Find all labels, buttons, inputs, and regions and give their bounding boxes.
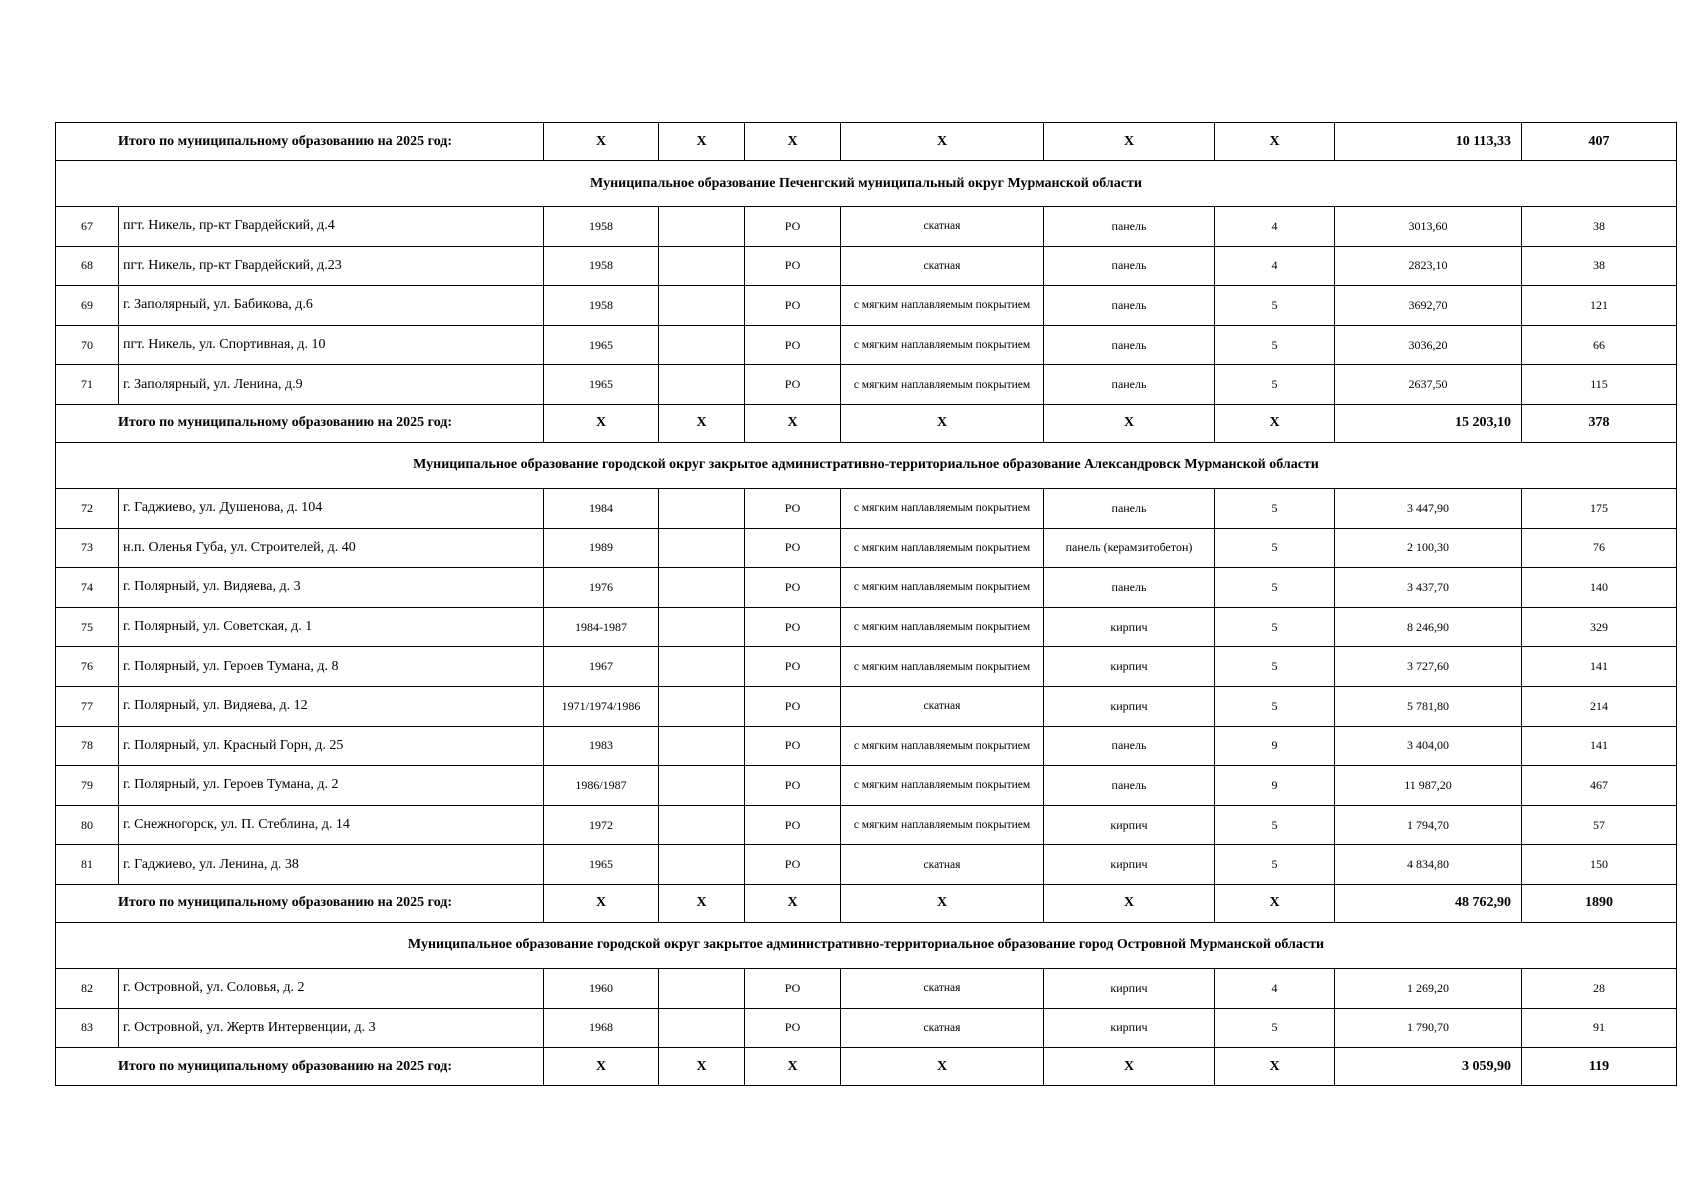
row-number-cell: 83 xyxy=(56,1008,119,1048)
total-row xyxy=(56,404,1677,442)
empty-cell xyxy=(659,207,745,247)
year-cell: 1958 xyxy=(544,207,659,247)
table-row xyxy=(56,607,1677,647)
area-cell: 3 437,70 xyxy=(1335,568,1522,608)
year-cell: 1989 xyxy=(544,528,659,568)
section-title: Муниципальное образование Печенгский муниципальный округ Мурманской области xyxy=(56,161,1677,207)
residents-cell: 141 xyxy=(1522,726,1677,766)
table-row xyxy=(56,528,1677,568)
x-mark-cell: X xyxy=(1215,123,1335,161)
year-cell: 1968 xyxy=(544,1008,659,1048)
floors-cell: 4 xyxy=(1215,207,1335,247)
residents-cell: 140 xyxy=(1522,568,1677,608)
year-cell: 1984-1987 xyxy=(544,607,659,647)
type-cell: РО xyxy=(745,286,841,326)
x-mark-cell: X xyxy=(544,884,659,922)
empty-cell xyxy=(659,286,745,326)
address-cell: пгт. Никель, пр-кт Гвардейский, д.23 xyxy=(119,246,544,286)
row-number-cell: 81 xyxy=(56,845,119,885)
x-mark-cell: X xyxy=(659,1048,745,1086)
walls-cell: панель xyxy=(1044,488,1215,528)
type-cell: РО xyxy=(745,246,841,286)
row-number-cell: 79 xyxy=(56,766,119,806)
residents-cell: 38 xyxy=(1522,246,1677,286)
roof-cell: с мягким наплавляемым покрытием xyxy=(841,805,1044,845)
walls-cell: панель xyxy=(1044,246,1215,286)
area-cell: 1 794,70 xyxy=(1335,805,1522,845)
floors-cell: 9 xyxy=(1215,726,1335,766)
walls-cell: кирпич xyxy=(1044,968,1215,1008)
area-cell: 2 100,30 xyxy=(1335,528,1522,568)
year-cell: 1965 xyxy=(544,365,659,405)
row-number-cell: 82 xyxy=(56,968,119,1008)
walls-cell: кирпич xyxy=(1044,845,1215,885)
address-cell: г. Островной, ул. Соловья, д. 2 xyxy=(119,968,544,1008)
x-mark-cell: X xyxy=(1044,123,1215,161)
year-cell: 1958 xyxy=(544,246,659,286)
roof-cell: с мягким наплавляемым покрытием xyxy=(841,607,1044,647)
floors-cell: 5 xyxy=(1215,647,1335,687)
type-cell: РО xyxy=(745,726,841,766)
year-cell: 1967 xyxy=(544,647,659,687)
section-header-row xyxy=(56,161,1677,207)
area-cell: 3036,20 xyxy=(1335,325,1522,365)
table-row xyxy=(56,1008,1677,1048)
table-row xyxy=(56,207,1677,247)
walls-cell: панель (керамзитобетон) xyxy=(1044,528,1215,568)
x-mark-cell: X xyxy=(745,404,841,442)
x-mark-cell: X xyxy=(745,1048,841,1086)
total-area-cell: 15 203,10 xyxy=(1335,404,1522,442)
walls-cell: кирпич xyxy=(1044,805,1215,845)
address-cell: г. Полярный, ул. Героев Тумана, д. 8 xyxy=(119,647,544,687)
roof-cell: с мягким наплавляемым покрытием xyxy=(841,528,1044,568)
walls-cell: панель xyxy=(1044,766,1215,806)
section-header-row xyxy=(56,442,1677,488)
area-cell: 3 727,60 xyxy=(1335,647,1522,687)
table-row xyxy=(56,968,1677,1008)
total-residents-cell: 119 xyxy=(1522,1048,1677,1086)
residents-cell: 121 xyxy=(1522,286,1677,326)
roof-cell: скатная xyxy=(841,845,1044,885)
table-row xyxy=(56,488,1677,528)
type-cell: РО xyxy=(745,766,841,806)
residents-cell: 91 xyxy=(1522,1008,1677,1048)
address-cell: г. Полярный, ул. Героев Тумана, д. 2 xyxy=(119,766,544,806)
x-mark-cell: X xyxy=(841,884,1044,922)
area-cell: 5 781,80 xyxy=(1335,686,1522,726)
table-row xyxy=(56,726,1677,766)
year-cell: 1965 xyxy=(544,325,659,365)
empty-cell xyxy=(659,845,745,885)
x-mark-cell: X xyxy=(659,123,745,161)
x-mark-cell: X xyxy=(544,123,659,161)
area-cell: 2823,10 xyxy=(1335,246,1522,286)
empty-cell xyxy=(659,568,745,608)
x-mark-cell: X xyxy=(1215,1048,1335,1086)
walls-cell: кирпич xyxy=(1044,647,1215,687)
row-number-cell: 72 xyxy=(56,488,119,528)
empty-cell xyxy=(659,968,745,1008)
residents-cell: 66 xyxy=(1522,325,1677,365)
total-area-cell: 3 059,90 xyxy=(1335,1048,1522,1086)
total-area-cell: 10 113,33 xyxy=(1335,123,1522,161)
area-cell: 1 790,70 xyxy=(1335,1008,1522,1048)
type-cell: РО xyxy=(745,647,841,687)
roof-cell: с мягким наплавляемым покрытием xyxy=(841,766,1044,806)
roof-cell: скатная xyxy=(841,246,1044,286)
floors-cell: 5 xyxy=(1215,1008,1335,1048)
table-row xyxy=(56,805,1677,845)
roof-cell: с мягким наплавляемым покрытием xyxy=(841,488,1044,528)
table-row xyxy=(56,325,1677,365)
address-cell: г. Снежногорск, ул. П. Стеблина, д. 14 xyxy=(119,805,544,845)
total-row xyxy=(56,884,1677,922)
year-cell: 1958 xyxy=(544,286,659,326)
section-title: Муниципальное образование городской округ закрытое административно-территориальное образование город Островной Мурманской области xyxy=(56,922,1677,968)
row-number-cell: 71 xyxy=(56,365,119,405)
x-mark-cell: X xyxy=(1215,884,1335,922)
roof-cell: с мягким наплавляемым покрытием xyxy=(841,365,1044,405)
table-row xyxy=(56,246,1677,286)
type-cell: РО xyxy=(745,686,841,726)
roof-cell: с мягким наплавляемым покрытием xyxy=(841,286,1044,326)
empty-cell xyxy=(659,766,745,806)
section-title: Муниципальное образование городской округ закрытое административно-территориальное образование Александровск Мурманской области xyxy=(56,442,1677,488)
year-cell: 1972 xyxy=(544,805,659,845)
x-mark-cell: X xyxy=(544,1048,659,1086)
floors-cell: 5 xyxy=(1215,488,1335,528)
x-mark-cell: X xyxy=(659,404,745,442)
x-mark-cell: X xyxy=(745,884,841,922)
address-cell: г. Гаджиево, ул. Душенова, д. 104 xyxy=(119,488,544,528)
row-number-cell: 73 xyxy=(56,528,119,568)
area-cell: 3692,70 xyxy=(1335,286,1522,326)
housing-register-table xyxy=(55,122,1677,1086)
floors-cell: 5 xyxy=(1215,325,1335,365)
x-mark-cell: X xyxy=(745,123,841,161)
empty-cell xyxy=(659,607,745,647)
type-cell: РО xyxy=(745,845,841,885)
roof-cell: скатная xyxy=(841,207,1044,247)
empty-cell xyxy=(659,365,745,405)
address-cell: г. Полярный, ул. Красный Горн, д. 25 xyxy=(119,726,544,766)
roof-cell: с мягким наплавляемым покрытием xyxy=(841,325,1044,365)
table-row xyxy=(56,286,1677,326)
walls-cell: панель xyxy=(1044,568,1215,608)
residents-cell: 57 xyxy=(1522,805,1677,845)
table-row xyxy=(56,766,1677,806)
walls-cell: кирпич xyxy=(1044,607,1215,647)
total-residents-cell: 378 xyxy=(1522,404,1677,442)
total-row xyxy=(56,1048,1677,1086)
area-cell: 2637,50 xyxy=(1335,365,1522,405)
year-cell: 1986/1987 xyxy=(544,766,659,806)
roof-cell: скатная xyxy=(841,1008,1044,1048)
empty-cell xyxy=(659,528,745,568)
x-mark-cell: X xyxy=(1044,1048,1215,1086)
empty-cell xyxy=(659,488,745,528)
empty-cell xyxy=(659,647,745,687)
floors-cell: 5 xyxy=(1215,365,1335,405)
row-number-cell: 76 xyxy=(56,647,119,687)
area-cell: 8 246,90 xyxy=(1335,607,1522,647)
x-mark-cell: X xyxy=(841,1048,1044,1086)
floors-cell: 4 xyxy=(1215,968,1335,1008)
year-cell: 1960 xyxy=(544,968,659,1008)
address-cell: пгт. Никель, пр-кт Гвардейский, д.4 xyxy=(119,207,544,247)
address-cell: г. Полярный, ул. Видяева, д. 3 xyxy=(119,568,544,608)
x-mark-cell: X xyxy=(1044,404,1215,442)
type-cell: РО xyxy=(745,207,841,247)
walls-cell: кирпич xyxy=(1044,686,1215,726)
total-label: Итого по муниципальному образованию на 2025 год: xyxy=(56,123,544,161)
empty-cell xyxy=(659,726,745,766)
floors-cell: 9 xyxy=(1215,766,1335,806)
x-mark-cell: X xyxy=(841,404,1044,442)
table-row xyxy=(56,568,1677,608)
empty-cell xyxy=(659,246,745,286)
address-cell: г. Полярный, ул. Советская, д. 1 xyxy=(119,607,544,647)
table-row xyxy=(56,845,1677,885)
type-cell: РО xyxy=(745,968,841,1008)
floors-cell: 5 xyxy=(1215,805,1335,845)
total-area-cell: 48 762,90 xyxy=(1335,884,1522,922)
year-cell: 1965 xyxy=(544,845,659,885)
area-cell: 3013,60 xyxy=(1335,207,1522,247)
residents-cell: 76 xyxy=(1522,528,1677,568)
residents-cell: 214 xyxy=(1522,686,1677,726)
area-cell: 4 834,80 xyxy=(1335,845,1522,885)
roof-cell: скатная xyxy=(841,968,1044,1008)
residents-cell: 150 xyxy=(1522,845,1677,885)
row-number-cell: 78 xyxy=(56,726,119,766)
total-residents-cell: 407 xyxy=(1522,123,1677,161)
row-number-cell: 69 xyxy=(56,286,119,326)
area-cell: 3 447,90 xyxy=(1335,488,1522,528)
year-cell: 1976 xyxy=(544,568,659,608)
table-row xyxy=(56,686,1677,726)
total-label: Итого по муниципальному образованию на 2025 год: xyxy=(56,404,544,442)
type-cell: РО xyxy=(745,488,841,528)
year-cell: 1971/1974/1986 xyxy=(544,686,659,726)
table-row xyxy=(56,647,1677,687)
walls-cell: панель xyxy=(1044,286,1215,326)
address-cell: г. Полярный, ул. Видяева, д. 12 xyxy=(119,686,544,726)
walls-cell: кирпич xyxy=(1044,1008,1215,1048)
x-mark-cell: X xyxy=(1215,404,1335,442)
roof-cell: с мягким наплавляемым покрытием xyxy=(841,647,1044,687)
total-label: Итого по муниципальному образованию на 2025 год: xyxy=(56,884,544,922)
row-number-cell: 67 xyxy=(56,207,119,247)
area-cell: 1 269,20 xyxy=(1335,968,1522,1008)
floors-cell: 5 xyxy=(1215,686,1335,726)
roof-cell: с мягким наплавляемым покрытием xyxy=(841,568,1044,608)
residents-cell: 38 xyxy=(1522,207,1677,247)
address-cell: г. Заполярный, ул. Ленина, д.9 xyxy=(119,365,544,405)
address-cell: н.п. Оленья Губа, ул. Строителей, д. 40 xyxy=(119,528,544,568)
address-cell: г. Заполярный, ул. Бабикова, д.6 xyxy=(119,286,544,326)
walls-cell: панель xyxy=(1044,325,1215,365)
walls-cell: панель xyxy=(1044,365,1215,405)
residents-cell: 115 xyxy=(1522,365,1677,405)
roof-cell: скатная xyxy=(841,686,1044,726)
total-label: Итого по муниципальному образованию на 2025 год: xyxy=(56,1048,544,1086)
walls-cell: панель xyxy=(1044,726,1215,766)
row-number-cell: 77 xyxy=(56,686,119,726)
x-mark-cell: X xyxy=(1044,884,1215,922)
year-cell: 1983 xyxy=(544,726,659,766)
row-number-cell: 70 xyxy=(56,325,119,365)
residents-cell: 28 xyxy=(1522,968,1677,1008)
empty-cell xyxy=(659,805,745,845)
floors-cell: 5 xyxy=(1215,845,1335,885)
type-cell: РО xyxy=(745,607,841,647)
empty-cell xyxy=(659,1008,745,1048)
row-number-cell: 75 xyxy=(56,607,119,647)
table-row xyxy=(56,365,1677,405)
type-cell: РО xyxy=(745,805,841,845)
type-cell: РО xyxy=(745,568,841,608)
area-cell: 11 987,20 xyxy=(1335,766,1522,806)
floors-cell: 5 xyxy=(1215,286,1335,326)
residents-cell: 141 xyxy=(1522,647,1677,687)
residents-cell: 329 xyxy=(1522,607,1677,647)
row-number-cell: 74 xyxy=(56,568,119,608)
empty-cell xyxy=(659,325,745,365)
empty-cell xyxy=(659,686,745,726)
total-row xyxy=(56,123,1677,161)
floors-cell: 5 xyxy=(1215,568,1335,608)
type-cell: РО xyxy=(745,1008,841,1048)
address-cell: г. Гаджиево, ул. Ленина, д. 38 xyxy=(119,845,544,885)
year-cell: 1984 xyxy=(544,488,659,528)
type-cell: РО xyxy=(745,528,841,568)
row-number-cell: 68 xyxy=(56,246,119,286)
roof-cell: с мягким наплавляемым покрытием xyxy=(841,726,1044,766)
floors-cell: 5 xyxy=(1215,528,1335,568)
x-mark-cell: X xyxy=(841,123,1044,161)
address-cell: пгт. Никель, ул. Спортивная, д. 10 xyxy=(119,325,544,365)
type-cell: РО xyxy=(745,325,841,365)
section-header-row xyxy=(56,922,1677,968)
type-cell: РО xyxy=(745,365,841,405)
address-cell: г. Островной, ул. Жертв Интервенции, д. 3 xyxy=(119,1008,544,1048)
x-mark-cell: X xyxy=(544,404,659,442)
residents-cell: 175 xyxy=(1522,488,1677,528)
row-number-cell: 80 xyxy=(56,805,119,845)
area-cell: 3 404,00 xyxy=(1335,726,1522,766)
floors-cell: 5 xyxy=(1215,607,1335,647)
residents-cell: 467 xyxy=(1522,766,1677,806)
x-mark-cell: X xyxy=(659,884,745,922)
floors-cell: 4 xyxy=(1215,246,1335,286)
total-residents-cell: 1890 xyxy=(1522,884,1677,922)
walls-cell: панель xyxy=(1044,207,1215,247)
